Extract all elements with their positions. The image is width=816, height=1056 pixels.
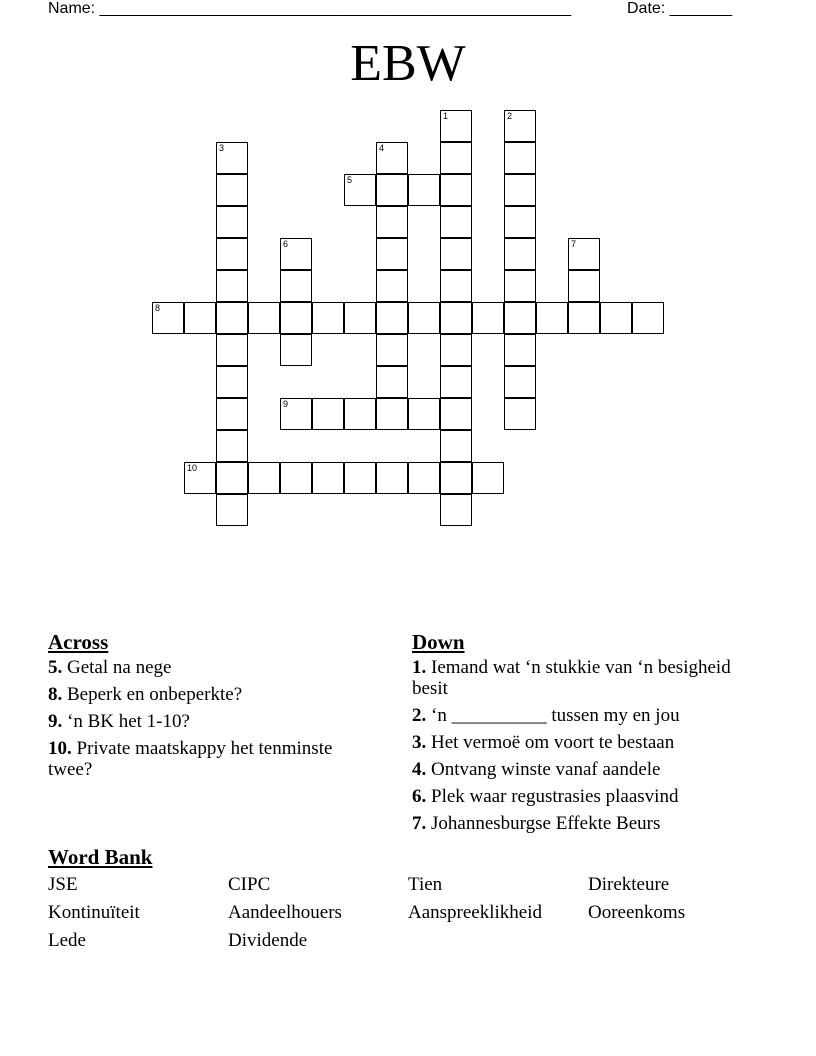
crossword-cell[interactable] <box>408 398 440 430</box>
across-clue <box>48 657 378 678</box>
crossword-cell[interactable] <box>376 334 408 366</box>
crossword-cell[interactable] <box>376 366 408 398</box>
crossword-cell[interactable] <box>344 302 376 334</box>
crossword-cell[interactable] <box>376 174 408 206</box>
crossword-cell[interactable] <box>344 462 376 494</box>
crossword-cell[interactable] <box>568 270 600 302</box>
crossword-cell[interactable] <box>504 270 536 302</box>
clue-text: Private maatskappy het tenminste twee? <box>48 738 333 780</box>
crossword-cell[interactable] <box>440 142 472 174</box>
crossword-cell[interactable] <box>376 142 408 174</box>
crossword-cell[interactable] <box>504 334 536 366</box>
word-bank-item: Tien <box>408 874 443 895</box>
clue-number: 6 <box>283 239 289 249</box>
crossword-cell[interactable] <box>376 270 408 302</box>
clue-number: 5 <box>347 175 353 185</box>
clue-number: 3 <box>219 143 225 153</box>
clue-number-label: 7. <box>412 813 427 834</box>
across-clue-list <box>48 657 378 786</box>
clue-text: Johannesburgse Effekte Beurs <box>426 813 661 834</box>
down-clue <box>412 657 752 699</box>
crossword-cell[interactable] <box>248 302 280 334</box>
crossword-cell[interactable] <box>344 174 376 206</box>
clue-number-label: 8. <box>48 684 63 705</box>
down-clue <box>412 705 752 726</box>
down-clue-list <box>412 657 752 840</box>
clue-number: 4 <box>379 143 385 153</box>
clue-number: 1 <box>443 111 449 121</box>
crossword-cell[interactable] <box>216 174 248 206</box>
crossword-cell[interactable] <box>504 398 536 430</box>
crossword-cell[interactable] <box>440 238 472 270</box>
crossword-cell[interactable] <box>312 302 344 334</box>
crossword-cell[interactable] <box>216 238 248 270</box>
crossword-cell[interactable] <box>504 206 536 238</box>
clue-text: Iemand wat ‘n stukkie van ‘n besigheid besit <box>412 657 731 699</box>
clue-number-label: 9. <box>48 711 63 732</box>
crossword-cell[interactable] <box>216 430 248 462</box>
crossword-cell[interactable] <box>376 462 408 494</box>
crossword-cell[interactable] <box>408 302 440 334</box>
clue-number-label: 1. <box>412 657 427 678</box>
crossword-cell[interactable] <box>632 302 664 334</box>
crossword-cell[interactable] <box>472 462 504 494</box>
crossword-cell[interactable] <box>536 302 568 334</box>
crossword-cell[interactable] <box>216 302 248 334</box>
crossword-cell[interactable] <box>568 302 600 334</box>
crossword-cell[interactable] <box>280 238 312 270</box>
crossword-cell[interactable] <box>248 462 280 494</box>
crossword-cell[interactable] <box>312 398 344 430</box>
clue-number: 8 <box>155 303 161 313</box>
across-clue <box>48 738 378 780</box>
crossword-cell[interactable] <box>472 302 504 334</box>
crossword-cell[interactable] <box>440 494 472 526</box>
crossword-cell[interactable] <box>312 462 344 494</box>
crossword-cell[interactable] <box>216 270 248 302</box>
crossword-cell[interactable] <box>280 398 312 430</box>
clue-text: ‘n BK het 1-10? <box>62 711 190 732</box>
clue-number-label: 3. <box>412 732 427 753</box>
crossword-cell[interactable] <box>216 366 248 398</box>
crossword-cell[interactable] <box>216 206 248 238</box>
crossword-cell[interactable] <box>376 302 408 334</box>
across-clue <box>48 684 378 705</box>
word-bank-item: Aandeelhouers <box>228 902 342 923</box>
clue-text: Getal na nege <box>62 657 172 678</box>
crossword-cell[interactable] <box>376 238 408 270</box>
crossword-cell[interactable] <box>152 302 184 334</box>
crossword-cell[interactable] <box>504 110 536 142</box>
word-bank-item: Aanspreeklikheid <box>408 902 543 923</box>
clue-number-label: 5. <box>48 657 63 678</box>
across-clue <box>48 711 378 732</box>
crossword-cell[interactable] <box>280 302 312 334</box>
word-bank-heading: Word Bank <box>48 845 153 869</box>
crossword-cell[interactable] <box>216 142 248 174</box>
crossword-cell[interactable] <box>440 430 472 462</box>
down-clue <box>412 732 752 753</box>
down-heading: Down <box>412 630 465 654</box>
clue-number-label: 10. <box>48 738 72 759</box>
clue-number-label: 2. <box>412 705 427 726</box>
word-bank-item: Direkteure <box>588 874 670 895</box>
word-bank-item: Lede <box>48 930 86 951</box>
crossword-cell[interactable] <box>216 334 248 366</box>
crossword-cell[interactable] <box>600 302 632 334</box>
across-heading: Across <box>48 630 109 654</box>
clue-text: ‘n __________ tussen my en jou <box>426 705 680 726</box>
crossword-cell[interactable] <box>504 174 536 206</box>
crossword-cell[interactable] <box>504 302 536 334</box>
word-bank-item: Kontinuïteit <box>48 902 140 923</box>
crossword-cell[interactable] <box>216 494 248 526</box>
crossword-cell[interactable] <box>440 334 472 366</box>
word-bank <box>48 874 768 951</box>
clue-number: 10 <box>187 463 198 473</box>
crossword-cell[interactable] <box>184 462 216 494</box>
crossword-cell[interactable] <box>376 398 408 430</box>
word-bank-item: JSE <box>48 874 78 895</box>
clue-number-label: 4. <box>412 759 427 780</box>
crossword-cell[interactable] <box>280 270 312 302</box>
clue-number-label: 6. <box>412 786 427 807</box>
crossword-cell[interactable] <box>440 270 472 302</box>
crossword-cell[interactable] <box>504 142 536 174</box>
down-clue <box>412 813 752 834</box>
word-bank-item: Dividende <box>228 930 308 951</box>
name-field-line: Name: _____________________________________________________ <box>48 0 572 17</box>
crossword-cell[interactable] <box>280 462 312 494</box>
crossword-cell[interactable] <box>216 398 248 430</box>
date-field-line: Date: _______ <box>627 0 732 17</box>
crossword-cell[interactable] <box>440 206 472 238</box>
crossword-cell[interactable] <box>280 334 312 366</box>
crossword-cell[interactable] <box>440 462 472 494</box>
down-clue <box>412 786 752 807</box>
crossword-cell[interactable] <box>376 206 408 238</box>
clue-number: 9 <box>283 399 289 409</box>
down-clue <box>412 759 752 780</box>
word-bank-item: CIPC <box>228 874 271 895</box>
clue-text: Ontvang winste vanaf aandele <box>426 759 661 780</box>
clue-text: Plek waar regustrasies plaasvind <box>426 786 679 807</box>
crossword-cell[interactable] <box>440 398 472 430</box>
crossword-cell[interactable] <box>184 302 216 334</box>
clue-number: 7 <box>571 239 577 249</box>
page-title: EBW <box>350 35 466 92</box>
crossword-cell[interactable] <box>408 174 440 206</box>
word-bank-item: Ooreenkoms <box>588 902 686 923</box>
crossword-cell[interactable] <box>440 366 472 398</box>
crossword-cell[interactable] <box>504 366 536 398</box>
crossword-cell[interactable] <box>216 462 248 494</box>
crossword-cell[interactable] <box>440 174 472 206</box>
crossword-cell[interactable] <box>568 238 600 270</box>
clue-text: Het vermoë om voort te bestaan <box>426 732 675 753</box>
crossword-cell[interactable] <box>440 110 472 142</box>
crossword-cell[interactable] <box>504 238 536 270</box>
crossword-cell[interactable] <box>440 302 472 334</box>
crossword-cell[interactable] <box>344 398 376 430</box>
clue-text: Beperk en onbeperkte? <box>62 684 243 705</box>
crossword-cell[interactable] <box>408 462 440 494</box>
clue-number: 2 <box>507 111 513 121</box>
